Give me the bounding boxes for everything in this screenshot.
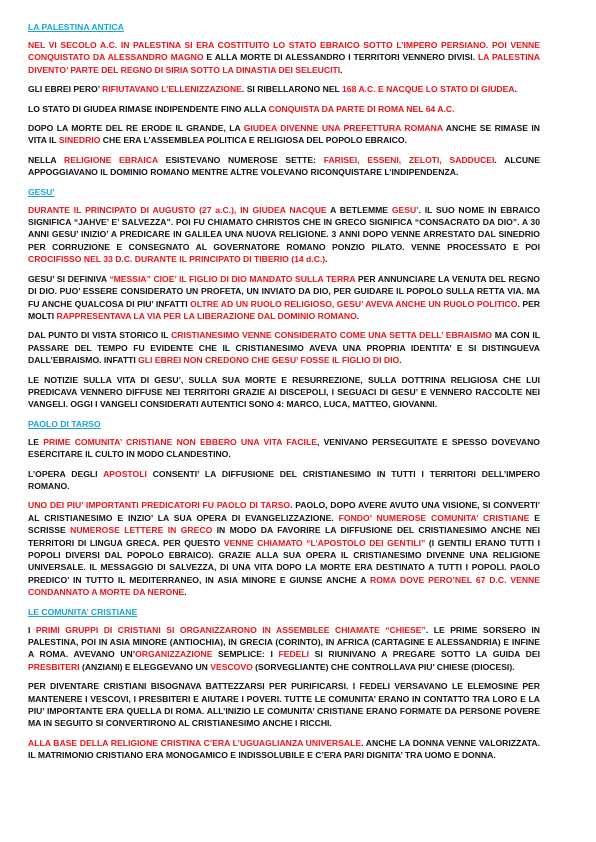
- body-text: NELLA: [28, 154, 65, 165]
- body-text: SI RIUNIVANO A PREGARE SOTTO LA GUIDA DEI: [309, 649, 541, 660]
- body-text: LO STATO DI GIUDEA RIMASE INDIPENDENTE FINO ALLA: [28, 103, 269, 114]
- body-text: .: [325, 254, 328, 265]
- section-heading: LE COMUNITA’ CRISTIANE: [28, 606, 138, 617]
- paragraph: [28, 154, 540, 179]
- paragraph: [28, 680, 540, 730]
- body-text: .: [399, 355, 402, 366]
- highlighted-text: UNO DEI PIU’ IMPORTANTI PREDICATORI FU PAOLO DI TARSO: [28, 500, 291, 511]
- highlighted-text: PRIMI GRUPPI DI CRISTIANI SI ORGANIZZARONO IN ASSEMBLEE CHIAMATE “CHIESE”: [35, 624, 426, 635]
- highlighted-text: RELIGIONE EBRAICA: [64, 154, 158, 165]
- highlighted-text: ALLA BASE DELLA RELIGIONE CRISTINA C’ERA L’UGUAGLIANZA UNIVERSALE: [28, 737, 362, 748]
- highlighted-text: NUMEROSE LETTERE IN GRECO: [70, 525, 213, 536]
- highlighted-text: NEL VI SECOLO A.C. IN PALESTINA SI ERA COSTITUITO LO STATO EBRAICO SOTTO L’IMPERO PERSIANO. POI VENNE CONQUISTATO DA ALESSANDRO MAGNO: [28, 40, 540, 63]
- body-text: . ANCHE LA DONNA VENNE VALORIZZATA. IL MATRIMONIO CRISTIANO ERA MONOGAMICO E INDISSOLUBILE E C’ERA PARI DIGNITA’ TRA UOMO E DONNA.: [28, 737, 540, 761]
- highlighted-text: SINEDRIO: [58, 135, 101, 146]
- body-text: . SI RIBELLARONO NEL: [241, 84, 343, 95]
- body-text: PER ANNUNCIARE LA VENUTA DEL REGNO DI DIO. PUO’ ESSERE CONSIDERATO UN PROFETA, UN INVIATO DA DIO, PER GUIDARE IL POPOLO SULLA RETTA VIA. MA FU ANCHE QUALCOSA DI PIU’ INFATTI: [28, 273, 540, 309]
- paragraph: [28, 83, 540, 95]
- body-text: . ALCUNE APPOGGIAVANO IL DOMINIO ROMANO MENTRE ALTRE VOLEVANO RICONQUISTARE L’INDIPENDENZA.: [28, 154, 540, 178]
- highlighted-text: GIUDEA DIVENNE UNA PREFETTURA ROMANA: [243, 123, 443, 134]
- highlighted-text: ROMA DOVE PERO’NEL 67 D.C. VENNE CONDANNATO A MORTE DA NERONE: [28, 574, 540, 598]
- body-text: A BETLEMME: [326, 204, 392, 215]
- paragraph: [28, 468, 540, 493]
- paragraph: [28, 103, 540, 115]
- body-text: E SCRISSE: [28, 512, 541, 536]
- body-text: SEMPLICE: I: [212, 649, 279, 660]
- highlighted-text: APOSTOLI: [103, 468, 147, 479]
- body-text: . IL SUO NOME IN EBRAICO SIGNIFICA “JAHVE’ E’ SALVEZZA”. POI FU CHIAMATO CHRISTOS CHE IN GRECO SIGNIFICA “CONSACRATO DA DIO”. A 30 ANNI GESU’ INIZIO’ A PREDICARE IN GALILEA UNA NUOVA RELIGIONE. 3 ANNI DOPO VENNE ARRESTATO DAL SINEDRIO PER CORRUZIONE E CONSEGNATO AL GOVERNATORE ROMANO PONZIO PILATO. VENNE PROCESSATO E POI: [28, 204, 541, 252]
- paragraph: [28, 374, 540, 411]
- paragraph: [28, 122, 540, 147]
- highlighted-text: RIFIUTAVANO L’ELLENIZZAZIONE: [102, 84, 242, 95]
- highlighted-text: DURANTE IL PRINCIPATO DI AUGUSTO (27 a.C.), IN GIUDEA NACQUE: [28, 204, 327, 215]
- section-heading: LA PALESTINA ANTICA: [28, 22, 124, 32]
- highlighted-text: 168 A.C. E NACQUE LO STATO DI GIUDEA: [342, 84, 515, 95]
- highlighted-text: GLI EBREI NON CREDONO CHE GESU’ FOSSE IL FIGLIO DI DIO: [138, 355, 400, 366]
- highlighted-text: CONQUISTA DA PARTE DI ROMA NEL 64 A.C.: [268, 103, 455, 114]
- highlighted-text: PRIME COMUNITA’ CRISTIANE NON EBBERO UNA VITA FACILE: [43, 436, 317, 447]
- body-text: (ANZIANI) E ELEGGEVANO UN: [79, 661, 211, 672]
- highlighted-text: GESU’: [391, 204, 419, 215]
- body-text: LE NOTIZIE SULLA VITA DI GESU’, SULLA SUA MORTE E RESURREZIONE, SULLA DOTTRINA RELIGIOSA CHE LUI PREDICAVA VENNERO DIFFUSE NEI TERRITORI GRAZIE AI DISCEPOLI, I SEGUACI DI GESU’ E VENNERO RACCOLTE NEI VANGELI. OGGI I VANGELI CONSIDERATI AUTENTICI SONO 4: MARCO, LUCA, MATTEO, GIOVANNI.: [28, 374, 540, 410]
- body-text: E ALLA MORTE DI ALESSANDRO I TERRITORI VENNERO DIVISI.: [203, 52, 478, 63]
- paragraph: [28, 204, 540, 266]
- body-text: MA CON IL PASSARE DEL TEMPO FU EVIDENTE CHE IL CRISTIANESIMO AVEVA UNA PROPRIA IDENTITA’ E SI DISTINGUEVA DALL’EBRAISMO. INFATTI: [28, 330, 540, 366]
- highlighted-text: RAPPRESENTAVA LA VIA PER LA LIBERAZIONE DAL DOMINIO ROMANO: [56, 310, 357, 321]
- body-text: I: [28, 624, 36, 635]
- highlighted-text: CRISTIANESIMO VENNE CONSIDERATO COME UNA SETTA DELL’ EBRAISMO: [171, 330, 493, 341]
- highlighted-text: VENNE CHIAMATO “L’APOSTOLO DEI GENTILI”: [223, 537, 426, 548]
- highlighted-text: PRESBITERI: [28, 661, 80, 672]
- highlighted-text: FONDO’ NUMEROSE COMUNITA’ CRISTIANE: [338, 512, 530, 523]
- paragraph: [28, 436, 540, 461]
- body-text: .: [340, 64, 343, 75]
- paragraph: [28, 737, 540, 762]
- body-text: .: [356, 310, 360, 321]
- body-text: .: [184, 587, 187, 598]
- body-text: (I GENTILI ERANO TUTTI I POPOLI DIVERSI DAL POPOLO EBRAICO). GRAZIE ALLA SUA OPERA IL CRISTIANESIMO DIVENNE UNA RELIGIONE UNIVERSALE. IL MESSAGGIO DI SALVEZZA, DI UNA VITA DOPO LA MORTE ERA DESTINATO A TUTTI I POPOLI. PAOLO PREDICO’ IN TUTTO IL MEDITERRANEO, IN ASIA MINORE E GIUNSE ANCHE A: [28, 537, 540, 585]
- highlighted-text: CROCIFISSO NEL 33 D.C. DURANTE IL PRINCIPATO DI TIBERIO (14 d.C.): [28, 254, 326, 265]
- body-text: L’OPERA DEGLI: [28, 468, 104, 479]
- body-text: DOPO LA MORTE DEL RE ERODE IL GRANDE, LA: [28, 123, 244, 134]
- highlighted-text: FEDELI: [278, 649, 310, 660]
- body-text: LE: [28, 436, 44, 447]
- body-text: ANCHE SE RIMASE IN VITA IL: [28, 123, 540, 146]
- paragraph: [28, 624, 540, 674]
- highlighted-text: OLTRE AD UN RUOLO RELIGIOSO, GESU’ AVEVA ANCHE UN RUOLO POLITICO: [190, 298, 518, 309]
- paragraph: [28, 499, 540, 598]
- highlighted-text: VESCOVO: [210, 661, 253, 672]
- body-text: .: [514, 84, 517, 95]
- body-text: . PER MOLTI: [28, 298, 541, 321]
- highlighted-text: ORGANIZZAZIONE: [135, 649, 213, 660]
- highlighted-text: FARISEI, ESSENI, ZELOTI, SADDUCEI: [323, 154, 495, 165]
- body-text: GESU’ SI DEFINIVA: [28, 273, 110, 284]
- body-text: PER DIVENTARE CRISTIANI BISOGNAVA BATTEZZARSI PER PURIFICARSI. I FEDELI VERSAVANO LE ELEMOSINE PER MANTENERE I VESCOVI, I PRESBITERI E AIUTARE I POVERI. TUTTE LE COMUNITA’ ERANO IN CONTATTO TRA LORO E LA PIU’ IMPORTANTE ERA QUELLA DI ROMA. ALL’INIZIO LE COMUNITA’ CRISTIANE ERANO FORMATE DA PERSONE POVERE MA IN SEGUITO SI CONVERTIRONO AL CRISTIANESIMO ANCHE I RICCHI.: [28, 681, 540, 729]
- paragraph: [28, 39, 540, 76]
- highlighted-text: “MESSIA” CIOE’ IL FIGLIO DI DIO MANDATO SULLA TERRA: [109, 273, 356, 284]
- body-text: , VENIVANO PERSEGUITATE E SPESSO DOVEVANO ESERCITARE IL CULTO IN MODO CLANDESTINO.: [28, 436, 540, 460]
- body-text: DAL PUNTO DI VISTA STORICO IL: [28, 330, 172, 341]
- body-text: . PAOLO, DOPO AVERE AVUTO UNA VISIONE, SI CONVERTI’ AL CRISTIANESIMO E INZIO’ LA SUA OPERA DI EVANGELIZZAZIONE.: [28, 500, 540, 523]
- paragraph: [28, 329, 540, 366]
- section-heading: PAOLO DI TARSO: [28, 418, 101, 429]
- section-heading: GESU’: [28, 186, 55, 197]
- body-text: GLI EBREI PERO’: [28, 84, 103, 95]
- body-text: . LE PRIME SORSERO IN PALESTINA, POI IN ASIA MINORE (ANTIOCHIA), IN GRECIA (CORINTO), IN AFRICA (CARTAGINE E ALESSANDRIA) E INFINE A ROMA. AVEVANO UN’: [28, 624, 540, 660]
- body-text: CHE ERA L’ASSEMBLEA POLITICA E RELIGIOSA DEL POPOLO EBRAICO.: [100, 135, 407, 146]
- paragraph: [28, 273, 540, 323]
- body-text: (SORVEGLIANTE) CHE CONTROLLAVA PIU’ CHIESE (DIOCESI).: [252, 661, 515, 672]
- body-text: CONSENTI’ LA DIFFUSIONE DEL CRISTIANESIMO IN TUTTI I TERRITORI DELL’IMPERO ROMANO.: [28, 468, 541, 491]
- body-text: IN MODO DA FAVORIRE LA DIFFUSIONE DEL CRISTIANESIMO ANCHE NEI TERRITORI DI LINGUA GRECA. PER QUESTO: [28, 525, 541, 548]
- highlighted-text: LA PALESTINA DIVENTO’ PARTE DEL REGNO DI SIRIA SOTTO LA DINASTIA DEI SELEUCITI: [28, 52, 541, 75]
- body-text: ESISTEVANO NUMEROSE SETTE:: [157, 154, 324, 165]
